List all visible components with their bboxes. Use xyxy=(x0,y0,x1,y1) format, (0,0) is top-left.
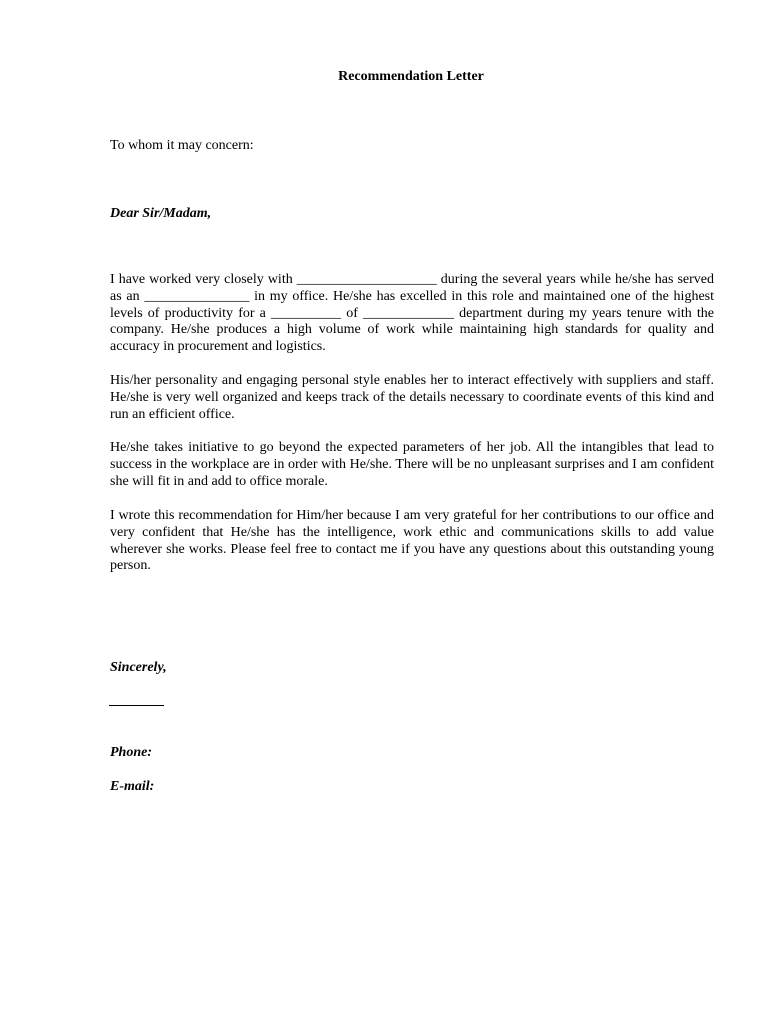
closing: Sincerely, xyxy=(110,660,167,675)
body-paragraph-3: He/she takes initiative to go beyond the expected parameters of her job. All the intangibles that lead to success in the workplace are in order with He/she. There will be no unpleasant surprises and I am confident she will fit in and add to office morale. xyxy=(110,440,714,489)
email-label: E-mail: xyxy=(110,779,155,794)
salutation: Dear Sir/Madam, xyxy=(110,206,212,221)
page-title: Recommendation Letter xyxy=(338,69,484,84)
body-paragraph-2: His/her personality and engaging personal style enables her to interact effectively with suppliers and staff. He/she is very well organized and keeps track of the details necessary to coordinate events of this kind and run an efficient office. xyxy=(110,373,714,422)
phone-label: Phone: xyxy=(110,745,152,760)
body-paragraph-1: I have worked very closely with ____________________ during the several years while he/she has served as an _______________ in my office. He/she has excelled in this role and maintained one of the highest levels of productivity for a __________ of _____________ department during my years tenure with the company. He/she produces a high volume of work while maintaining high standards for quality and accuracy in procurement and logistics. xyxy=(110,272,714,355)
signature-line xyxy=(109,705,164,706)
addressee-line: To whom it may concern: xyxy=(110,138,254,153)
body-paragraph-4: I wrote this recommendation for Him/her because I am very grateful for her contributions to our office and very confident that He/she has the intelligence, work ethic and communications skills to add value wherever she works. Please feel free to contact me if you have any questions about this outstanding young person. xyxy=(110,508,714,574)
